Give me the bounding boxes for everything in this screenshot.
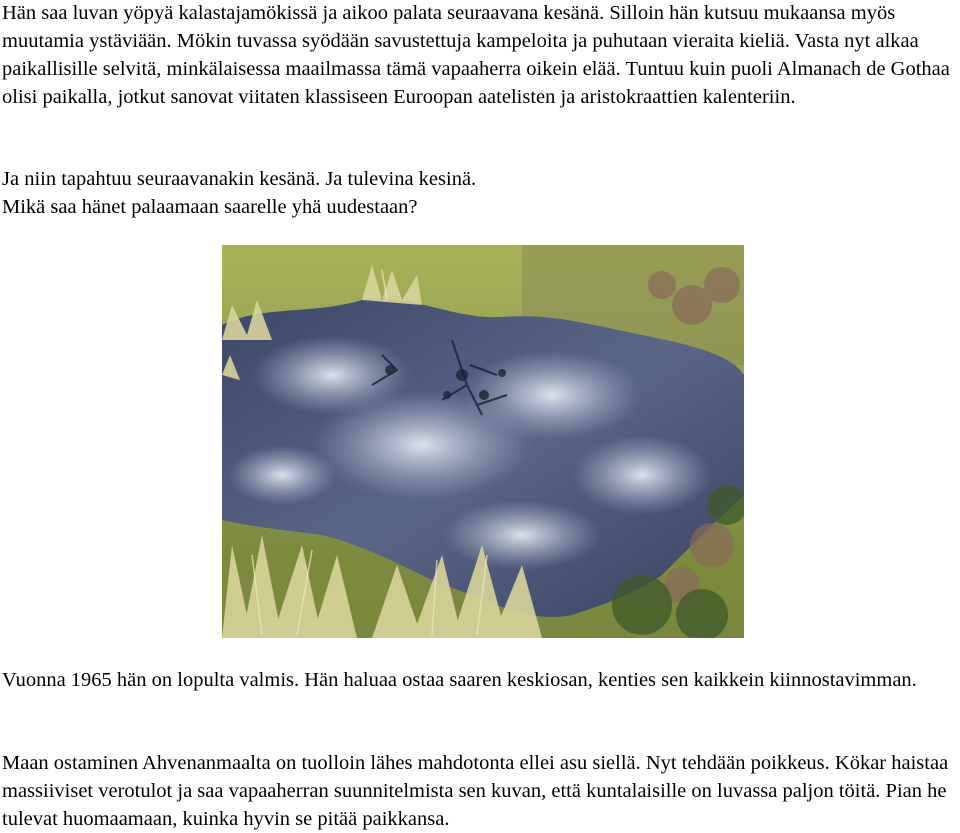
year-1965-paragraph: Vuonna 1965 hän on lopulta valmis. Hän haluaa ostaa saaren keskiosan, kenties sen kaikkein kiinnostavimman. (2, 669, 917, 691)
intro-paragraph: Hän saa luvan yöpyä kalastajamökissä ja aikoo palata seuraavana kesänä. Silloin hän kutsuu mukaansa myös muutamia ystäviään. Mökin tuvassa syödään savustettuja kampeloita ja puhutaan vieraita kieliä. Vasta nyt alkaa paikallisille selvitä, minkälaisessa maailmassa tämä vapaaherra oikein elää. Tuntuu kuin puoli Almanach de Gothaa olisi paikalla, jotkut sanovat viitaten klassiseen Euroopan aatelisten ja aristokraattien kalenteriin. (2, 2, 950, 108)
summer-line-1: Ja niin tapahtuu seuraavanakin kesänä. Ja tulevina kesinä. (2, 168, 477, 190)
summer-paragraph (2, 165, 956, 221)
pond-reflection-photo (222, 245, 744, 638)
land-purchase-paragraph: Maan ostaminen Ahvenanmaalta on tuolloin lähes mahdotonta ellei asu siellä. Nyt tehdään poikkeus. Kökar haistaa massiiviset verotulot ja saa vapaaherran suunnitelmista sen kuvan, että kuntalaisille on luvassa paljon töitä. Pian he tulevat huomaamaan, kuinka hyvin se pitää paikkansa. (2, 752, 949, 830)
summer-line-2: Mikä saa hänet palaamaan saarelle yhä uudestaan? (2, 196, 418, 218)
